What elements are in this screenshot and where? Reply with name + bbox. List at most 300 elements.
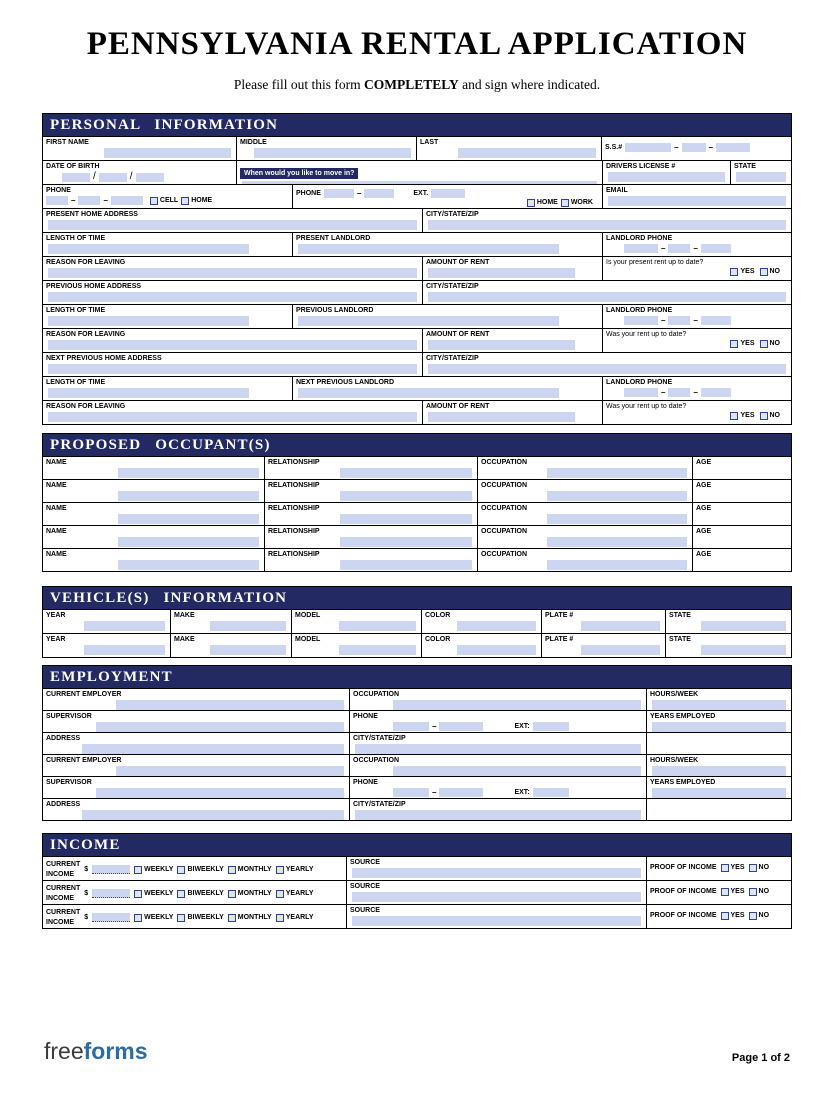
move-in-label: When would you like to move in? <box>240 168 358 179</box>
current-employer-label: CURRENT EMPLOYER <box>46 691 122 698</box>
occupant-relationship-cell <box>265 526 478 548</box>
employer-address-input[interactable] <box>82 744 344 754</box>
dash-separator: – <box>103 195 108 205</box>
work-checkbox-label: WORK <box>570 199 593 206</box>
ssn-input-3[interactable] <box>716 143 750 152</box>
ssn-input-2[interactable] <box>682 143 706 152</box>
employer-city-state-zip-input[interactable] <box>355 810 641 820</box>
vehicle-make-input[interactable] <box>210 645 286 655</box>
middle-name-input[interactable] <box>254 148 411 158</box>
income-source-label: SOURCE <box>350 907 380 914</box>
drivers-license-cell <box>603 161 731 184</box>
occupant-relationship-label: RELATIONSHIP <box>268 459 320 466</box>
present-rent-row <box>43 256 791 280</box>
occupant-name-input[interactable] <box>118 560 259 570</box>
employment-occupation-cell <box>350 689 647 710</box>
cell-checkbox[interactable] <box>150 197 158 205</box>
next-previous-length-of-time-input[interactable] <box>48 388 249 398</box>
occupant-name-input[interactable] <box>118 537 259 547</box>
occupant-relationship-input[interactable] <box>340 537 472 547</box>
income-source-input[interactable] <box>352 868 641 878</box>
yearly-checkbox[interactable] <box>276 914 284 922</box>
move-in-input[interactable] <box>242 181 597 184</box>
no-checkbox-group <box>760 340 781 348</box>
proof-no-checkbox[interactable] <box>749 864 757 872</box>
dash-separator: – <box>356 188 362 198</box>
employer-city-state-zip-cell <box>350 799 647 820</box>
supervisor-input[interactable] <box>96 788 344 798</box>
occupant-relationship-label: RELATIONSHIP <box>268 551 320 558</box>
previous-city-state-zip-input[interactable] <box>428 292 786 302</box>
city-state-zip-label: CITY/STATE/ZIP <box>426 283 479 290</box>
vehicle-model-input[interactable] <box>339 621 416 631</box>
middle-name-cell <box>237 137 417 160</box>
vehicle-row <box>43 633 791 657</box>
occupant-occupation-input[interactable] <box>547 514 687 524</box>
occupants-section-header: PROPOSED OCCUPANT(S) <box>43 434 791 456</box>
phone2-input-1[interactable] <box>324 189 354 198</box>
employment-ext-label: EXT: <box>514 789 530 796</box>
occupant-occupation-input[interactable] <box>547 537 687 547</box>
present-city-state-zip-input[interactable] <box>428 220 786 230</box>
employment-ext-input[interactable] <box>533 722 569 731</box>
occupant-row <box>43 456 791 479</box>
occupant-occupation-label: OCCUPATION <box>481 528 528 535</box>
income-source-input[interactable] <box>352 916 641 926</box>
landlord-phone-cell <box>603 233 791 256</box>
reason-for-leaving-label: REASON FOR LEAVING <box>46 259 126 266</box>
occupant-row <box>43 548 791 571</box>
section-income <box>42 833 792 929</box>
occupant-name-label: NAME <box>46 459 67 466</box>
rent-up-to-date-cell <box>603 329 791 352</box>
landlord-phone-input-3[interactable] <box>701 244 731 253</box>
next-previous-landlord-phone-input-1[interactable] <box>624 388 658 397</box>
employment-phone-input-2[interactable] <box>439 722 483 731</box>
length-of-time-label: LENGTH OF TIME <box>46 235 106 242</box>
years-employed-input[interactable] <box>652 722 786 732</box>
vehicle-plate-input[interactable] <box>581 621 660 631</box>
dash-separator: – <box>693 315 698 325</box>
cell-checkbox-label: CELL <box>159 196 179 204</box>
no-checkbox[interactable] <box>760 340 768 348</box>
employment-occupation-input[interactable] <box>393 700 641 710</box>
employment-phone-input-2[interactable] <box>439 788 483 797</box>
page-title: PENNSYLVANIA RENTAL APPLICATION <box>86 26 748 62</box>
phone2-input-2[interactable] <box>364 189 394 198</box>
subtitle-text-bold: COMPLETELY <box>364 77 459 92</box>
dollar-sign-label: $ <box>84 914 89 921</box>
vehicle-color-cell <box>422 634 542 657</box>
occupant-relationship-input[interactable] <box>340 514 472 524</box>
vehicle-model-input[interactable] <box>339 645 416 655</box>
occupant-name-cell <box>43 549 265 571</box>
reason-for-leaving-input[interactable] <box>48 268 417 278</box>
next-previous-home-address-input[interactable] <box>48 364 417 374</box>
next-previous-landlord-phone-input-2[interactable] <box>668 388 690 397</box>
employment-phone-cell <box>350 711 647 732</box>
proof-yes-checkbox[interactable] <box>721 864 729 872</box>
occupant-occupation-input[interactable] <box>547 560 687 570</box>
vehicle-color-input[interactable] <box>457 621 536 631</box>
years-employed-cell <box>647 777 791 798</box>
hours-week-label: HOURS/WEEK <box>650 691 699 698</box>
yearly-checkbox-group <box>276 866 314 874</box>
occupant-occupation-label: OCCUPATION <box>481 551 528 558</box>
next-previous-amount-of-rent-input[interactable] <box>428 412 575 422</box>
current-employer-cell <box>43 689 350 710</box>
dash-separator: – <box>432 721 437 731</box>
biweekly-checkbox[interactable] <box>177 890 185 898</box>
income-source-cell <box>347 905 647 928</box>
empty-cell <box>647 799 791 820</box>
subtitle-text-pre: Please fill out this form <box>233 77 364 92</box>
vehicle-plate-cell <box>542 610 666 633</box>
biweekly-checkbox[interactable] <box>177 914 185 922</box>
income-label: INCOME <box>46 895 74 902</box>
next-previous-landlord-phone-input-3[interactable] <box>701 388 731 397</box>
employment-occupation-label: OCCUPATION <box>353 691 400 698</box>
email-input[interactable] <box>608 196 786 206</box>
proof-of-income-cell <box>647 857 791 880</box>
proof-yes-checkbox-group <box>721 888 745 896</box>
employer-row <box>43 688 791 710</box>
years-employed-label: YEARS EMPLOYED <box>650 713 716 720</box>
biweekly-checkbox[interactable] <box>177 866 185 874</box>
vehicle-state-cell <box>666 610 791 633</box>
dob-day-input[interactable] <box>99 173 127 182</box>
occupant-age-cell <box>693 457 791 479</box>
supervisor-cell <box>43 711 350 732</box>
phone-input-2[interactable] <box>78 196 100 205</box>
yes-checkbox[interactable] <box>730 412 738 420</box>
vehicle-color-input[interactable] <box>457 645 536 655</box>
current-income-label <box>46 908 80 927</box>
vehicle-color-cell <box>422 610 542 633</box>
employer-address-cell <box>43 733 350 754</box>
yearly-checkbox[interactable] <box>276 866 284 874</box>
previous-home-address-input[interactable] <box>48 292 417 302</box>
previous-amount-of-rent-input[interactable] <box>428 340 575 350</box>
occupant-relationship-label: RELATIONSHIP <box>268 505 320 512</box>
occupant-relationship-cell <box>265 503 478 525</box>
next-previous-reason-for-leaving-input[interactable] <box>48 412 417 422</box>
yes-checkbox-group <box>730 268 754 276</box>
reason-for-leaving-cell <box>43 401 423 424</box>
monthly-checkbox[interactable] <box>228 914 236 922</box>
current-employer-input[interactable] <box>116 766 344 776</box>
present-address-row <box>43 208 791 232</box>
empty-cell <box>647 733 791 754</box>
proof-no-checkbox[interactable] <box>749 888 757 896</box>
last-name-cell <box>417 137 602 160</box>
no-checkbox-label: NO <box>769 268 780 275</box>
drivers-license-label: DRIVERS LICENSE # <box>606 163 676 170</box>
occupant-relationship-cell <box>265 549 478 571</box>
previous-length-of-time-input[interactable] <box>48 316 249 326</box>
dollar-sign-label: $ <box>84 890 89 897</box>
supervisor-row <box>43 710 791 732</box>
next-previous-landlord-row <box>43 376 791 400</box>
hours-week-input[interactable] <box>652 766 786 776</box>
logo-text-free: free <box>44 1038 84 1064</box>
occupant-age-label: AGE <box>696 482 712 489</box>
supervisor-input[interactable] <box>96 722 344 732</box>
next-previous-landlord-input[interactable] <box>298 388 559 398</box>
section-vehicles-information <box>42 586 792 658</box>
proof-of-income-cell <box>647 905 791 928</box>
present-landlord-input[interactable] <box>298 244 559 254</box>
landlord-phone-cell <box>603 305 791 328</box>
occupant-name-label: NAME <box>46 505 67 512</box>
vehicle-make-label: MAKE <box>174 636 195 643</box>
employer-address-label: ADDRESS <box>46 801 81 808</box>
monthly-checkbox[interactable] <box>228 866 236 874</box>
occupant-name-input[interactable] <box>118 468 259 478</box>
income-label: INCOME <box>46 919 74 926</box>
occupant-occupation-label: OCCUPATION <box>481 482 528 489</box>
yearly-checkbox-label: YEARLY <box>285 889 314 897</box>
proof-of-income-cell <box>647 881 791 904</box>
phone2-ext-input[interactable] <box>431 189 465 198</box>
hours-week-cell <box>647 755 791 776</box>
income-label: INCOME <box>46 871 74 878</box>
rent-question-label: Was your rent up to date? <box>606 403 687 410</box>
weekly-checkbox-group <box>134 914 173 922</box>
no-checkbox[interactable] <box>760 412 768 420</box>
proof-yes-checkbox-group <box>721 912 745 920</box>
no-checkbox-label: NO <box>769 412 780 419</box>
employer-city-state-zip-input[interactable] <box>355 744 641 754</box>
occupant-occupation-label: OCCUPATION <box>481 505 528 512</box>
last-name-input[interactable] <box>458 148 596 158</box>
personal-name-row <box>43 136 791 160</box>
length-of-time-input[interactable] <box>48 244 249 254</box>
proof-yes-label: YES <box>730 863 745 871</box>
proof-no-label: NO <box>758 863 770 871</box>
landlord-phone-input-1[interactable] <box>624 244 658 253</box>
vehicle-year-input[interactable] <box>84 645 165 655</box>
income-amount-input[interactable] <box>92 865 130 874</box>
monthly-checkbox-label: MONTHLY <box>237 889 272 897</box>
vehicle-model-cell <box>292 634 422 657</box>
occupant-name-input[interactable] <box>118 491 259 501</box>
dash-separator: – <box>661 243 666 253</box>
proof-no-checkbox[interactable] <box>749 912 757 920</box>
employment-ext-input[interactable] <box>533 788 569 797</box>
amount-of-rent-label: AMOUNT OF RENT <box>426 403 490 410</box>
dash-separator: – <box>432 787 437 797</box>
rental-application-page <box>0 26 834 1064</box>
weekly-checkbox[interactable] <box>134 866 142 874</box>
previous-landlord-phone-input-1[interactable] <box>624 316 658 325</box>
employer-address-label: ADDRESS <box>46 735 81 742</box>
yearly-checkbox[interactable] <box>276 890 284 898</box>
dob-year-input[interactable] <box>136 173 164 182</box>
vehicle-year-input[interactable] <box>84 621 165 631</box>
dollar-sign-label: $ <box>84 866 89 873</box>
yes-checkbox-label: YES <box>740 412 755 419</box>
proof-yes-checkbox[interactable] <box>721 888 729 896</box>
years-employed-input[interactable] <box>652 788 786 798</box>
landlord-phone-input-2[interactable] <box>668 244 690 253</box>
occupant-row <box>43 525 791 548</box>
income-amount-input[interactable] <box>92 913 130 922</box>
phone-input-3[interactable] <box>111 196 143 205</box>
employment-occupation-input[interactable] <box>393 766 641 776</box>
proof-of-income-label: PROOF OF INCOME <box>650 864 717 871</box>
license-state-input[interactable] <box>736 172 786 182</box>
weekly-checkbox-group <box>134 890 173 898</box>
first-name-input[interactable] <box>104 148 231 158</box>
rent-question-label: Was your rent up to date? <box>606 331 687 338</box>
phone-input-1[interactable] <box>46 196 68 205</box>
vehicle-state-input[interactable] <box>701 621 786 631</box>
weekly-checkbox-label: WEEKLY <box>144 889 174 897</box>
occupant-age-label: AGE <box>696 528 712 535</box>
income-section-header: INCOME <box>43 834 791 856</box>
occupant-occupation-input[interactable] <box>547 468 687 478</box>
landlord-phone-label: LANDLORD PHONE <box>606 235 673 242</box>
yes-checkbox-group <box>730 340 754 348</box>
yes-checkbox-group <box>730 412 754 420</box>
income-source-input[interactable] <box>352 892 641 902</box>
employment-phone-label: PHONE <box>353 779 378 786</box>
dash-separator: – <box>674 142 679 152</box>
ssn-input-1[interactable] <box>625 143 671 152</box>
years-employed-cell <box>647 711 791 732</box>
phone2-label: PHONE <box>296 190 321 197</box>
occupant-name-input[interactable] <box>118 514 259 524</box>
email-label: EMAIL <box>606 187 628 194</box>
proof-no-label: NO <box>758 887 770 895</box>
previous-home-address-cell <box>43 281 423 304</box>
current-employer-input[interactable] <box>116 700 344 710</box>
employer-city-state-zip-label: CITY/STATE/ZIP <box>353 801 406 808</box>
occupant-relationship-input[interactable] <box>340 468 472 478</box>
occupant-age-label: AGE <box>696 505 712 512</box>
occupant-occupation-cell <box>478 457 693 479</box>
reason-for-leaving-cell <box>43 257 423 280</box>
cell-checkbox-group <box>150 197 178 205</box>
vehicle-make-label: MAKE <box>174 612 195 619</box>
weekly-checkbox[interactable] <box>134 914 142 922</box>
license-state-cell <box>731 161 791 184</box>
city-state-zip-label: CITY/STATE/ZIP <box>426 211 479 218</box>
income-row <box>43 904 791 928</box>
length-of-time-cell <box>43 233 293 256</box>
vehicle-row <box>43 609 791 633</box>
occupant-occupation-cell <box>478 503 693 525</box>
previous-reason-for-leaving-input[interactable] <box>48 340 417 350</box>
no-checkbox[interactable] <box>760 268 768 276</box>
employment-phone-input-1[interactable] <box>393 788 429 797</box>
monthly-checkbox-label: MONTHLY <box>237 865 272 873</box>
first-name-cell <box>43 137 237 160</box>
occupant-relationship-input[interactable] <box>340 560 472 570</box>
weekly-checkbox-group <box>134 866 173 874</box>
weekly-checkbox[interactable] <box>134 890 142 898</box>
weekly-checkbox-label: WEEKLY <box>144 865 174 873</box>
income-row <box>43 856 791 880</box>
vehicle-model-label: MODEL <box>295 612 321 619</box>
vehicle-make-input[interactable] <box>210 621 286 631</box>
dob-month-input[interactable] <box>62 173 90 182</box>
monthly-checkbox-group <box>228 890 272 898</box>
present-home-address-input[interactable] <box>48 220 417 230</box>
income-source-cell <box>347 881 647 904</box>
dob-cell <box>43 161 237 184</box>
amount-of-rent-label: AMOUNT OF RENT <box>426 331 490 338</box>
income-amount-input[interactable] <box>92 889 130 898</box>
previous-city-state-zip-cell <box>423 281 791 304</box>
hours-week-input[interactable] <box>652 700 786 710</box>
proof-yes-checkbox-group <box>721 864 745 872</box>
employer-row <box>43 754 791 776</box>
reason-for-leaving-label: REASON FOR LEAVING <box>46 403 126 410</box>
amount-of-rent-cell <box>423 401 603 424</box>
vehicle-state-label: STATE <box>669 612 691 619</box>
landlord-phone-label: LANDLORD PHONE <box>606 307 673 314</box>
city-state-zip-label: CITY/STATE/ZIP <box>426 355 479 362</box>
proof-of-income-label: PROOF OF INCOME <box>650 888 717 895</box>
next-previous-home-address-cell <box>43 353 423 376</box>
vehicle-make-cell <box>171 610 292 633</box>
supervisor-label: SUPERVISOR <box>46 779 92 786</box>
amount-of-rent-input[interactable] <box>428 268 575 278</box>
biweekly-checkbox-group <box>177 890 223 898</box>
previous-landlord-input[interactable] <box>298 316 559 326</box>
amount-of-rent-cell <box>423 257 603 280</box>
occupant-name-cell <box>43 526 265 548</box>
present-home-address-label: PRESENT HOME ADDRESS <box>46 211 138 218</box>
current-income-label <box>46 884 80 903</box>
next-previous-city-state-zip-input[interactable] <box>428 364 786 374</box>
previous-landlord-phone-input-2[interactable] <box>668 316 690 325</box>
proof-yes-checkbox[interactable] <box>721 912 729 920</box>
occupant-occupation-input[interactable] <box>547 491 687 501</box>
reason-for-leaving-label: REASON FOR LEAVING <box>46 331 126 338</box>
page-number: Page 1 of 2 <box>731 1052 790 1064</box>
vehicle-model-label: MODEL <box>295 636 321 643</box>
slash-separator: / <box>129 171 133 182</box>
biweekly-checkbox-group <box>177 914 223 922</box>
yes-checkbox[interactable] <box>730 340 738 348</box>
occupant-occupation-cell <box>478 526 693 548</box>
drivers-license-input[interactable] <box>608 172 725 182</box>
supervisor-label: SUPERVISOR <box>46 713 92 720</box>
yes-checkbox[interactable] <box>730 268 738 276</box>
next-previous-rent-row <box>43 400 791 424</box>
vehicle-make-cell <box>171 634 292 657</box>
previous-landlord-phone-input-3[interactable] <box>701 316 731 325</box>
vehicle-plate-input[interactable] <box>581 645 660 655</box>
home2-checkbox[interactable] <box>527 199 535 207</box>
home-checkbox[interactable] <box>181 197 189 205</box>
work-checkbox[interactable] <box>561 199 569 207</box>
previous-landlord-row <box>43 304 791 328</box>
page-subtitle <box>0 77 834 93</box>
monthly-checkbox[interactable] <box>228 890 236 898</box>
dash-separator: – <box>661 387 666 397</box>
employment-phone-input-1[interactable] <box>393 722 429 731</box>
occupant-row <box>43 479 791 502</box>
vehicle-state-input[interactable] <box>701 645 786 655</box>
freeforms-logo <box>44 1038 148 1065</box>
occupant-relationship-input[interactable] <box>340 491 472 501</box>
length-of-time-label: LENGTH OF TIME <box>46 307 106 314</box>
employer-address-input[interactable] <box>82 810 344 820</box>
